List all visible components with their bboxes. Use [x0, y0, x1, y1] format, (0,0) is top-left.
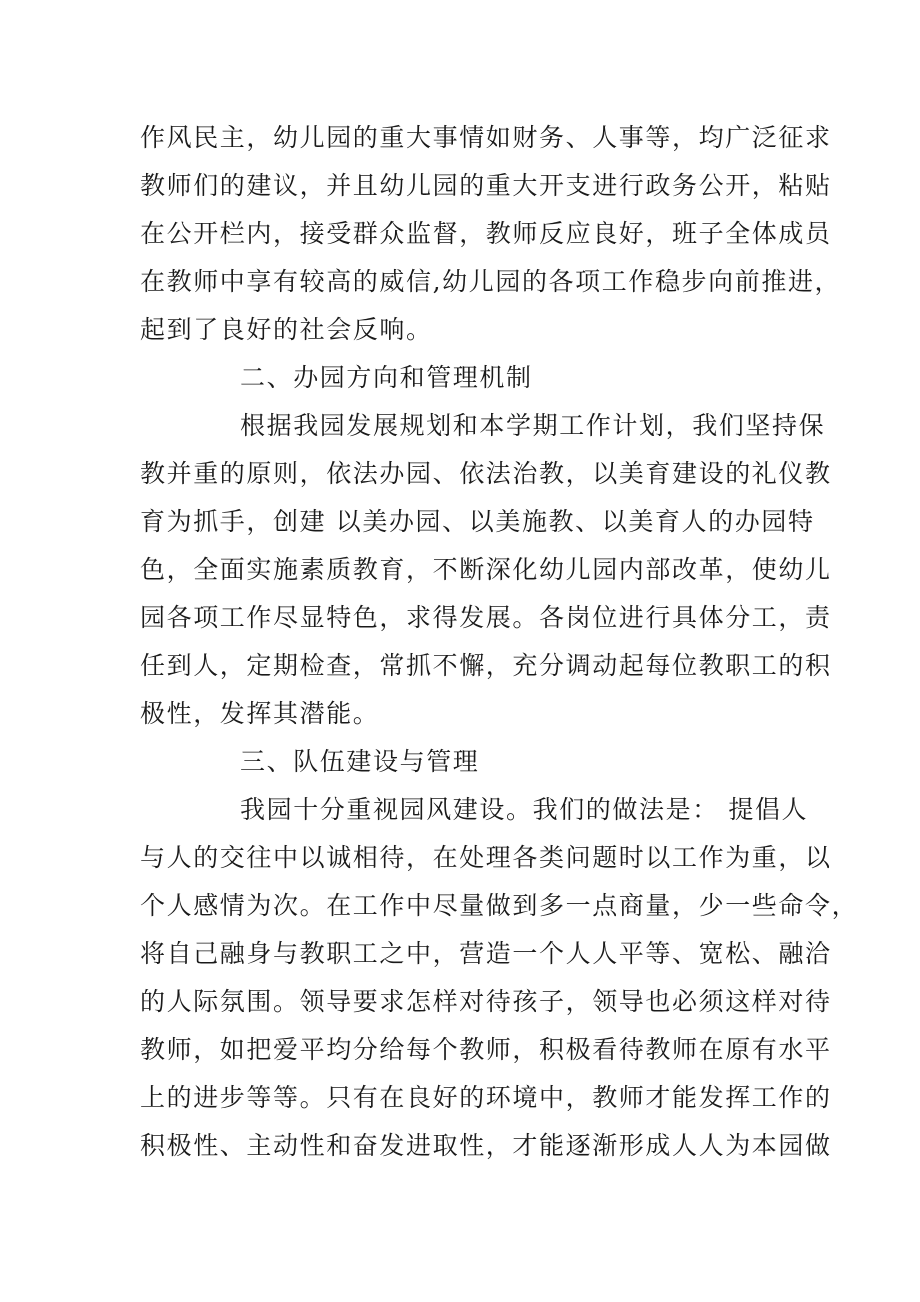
paragraph-3-line-8: 积极性、主动性和奋发进取性，才能逐渐形成人人为本园做 — [140, 1131, 832, 1160]
section-heading-2: 二、办园方向和管理机制 — [240, 363, 533, 392]
paragraph-3-line-1: 我园十分重视园风建设。我们的做法是： 提倡人 — [240, 795, 809, 824]
paragraph-3-line-2: 与人的交往中以诚相待，在处理各类问题时以工作为重，以 — [140, 843, 832, 872]
paragraph-3-line-6: 教师，如把爱平均分给每个教师，积极看待教师在原有水平 — [140, 1035, 832, 1064]
paragraph-2-line-3: 育为抓手，创建 以美办园、以美施教、以美育人的办园特 — [140, 507, 815, 536]
paragraph-2-line-7: 极性，发挥其潜能。 — [140, 699, 380, 728]
paragraph-2-line-6: 任到人，定期检查，常抓不懈，充分调动起每位教职工的积 — [140, 651, 832, 680]
paragraph-3-line-5: 的人际氛围。领导要求怎样对待孩子，领导也必须这样对待 — [140, 987, 832, 1016]
paragraph-2-line-2: 教并重的原则，依法办园、依法治教，以美育建设的礼仪教 — [140, 459, 832, 488]
paragraph-2-line-4: 色，全面实施素质教育，不断深化幼儿园内部改革，使幼儿 — [140, 555, 832, 584]
paragraph-1-line-4: 在教师中享有较高的威信,幼儿园的各项工作稳步向前推进， — [140, 267, 842, 296]
paragraph-2-line-5: 园各项工作尽显特色，求得发展。各岗位进行具体分工，责 — [140, 603, 832, 632]
paragraph-1-line-3: 在公开栏内，接受群众监督，教师反应良好，班子全体成员 — [140, 219, 832, 248]
paragraph-1-line-1: 作风民主，幼儿园的重大事情如财务、人事等，均广泛征求 — [140, 123, 832, 152]
paragraph-3-line-3: 个人感情为次。在工作中尽量做到多一点商量，少一些命令， — [140, 891, 859, 920]
paragraph-3-line-7: 上的进步等等。只有在良好的环境中，教师才能发挥工作的 — [140, 1083, 832, 1112]
paragraph-1-line-5: 起到了良好的社会反响。 — [140, 315, 433, 344]
section-heading-3: 三、队伍建设与管理 — [240, 747, 480, 776]
paragraph-2-line-1: 根据我园发展规划和本学期工作计划，我们坚持保 — [240, 411, 826, 440]
paragraph-1-line-2: 教师们的建议，并且幼儿园的重大开支进行政务公开，粘贴 — [140, 171, 832, 200]
paragraph-3-line-4: 将自己融身与教职工之中，营造一个人人平等、宽松、融洽 — [140, 939, 832, 968]
